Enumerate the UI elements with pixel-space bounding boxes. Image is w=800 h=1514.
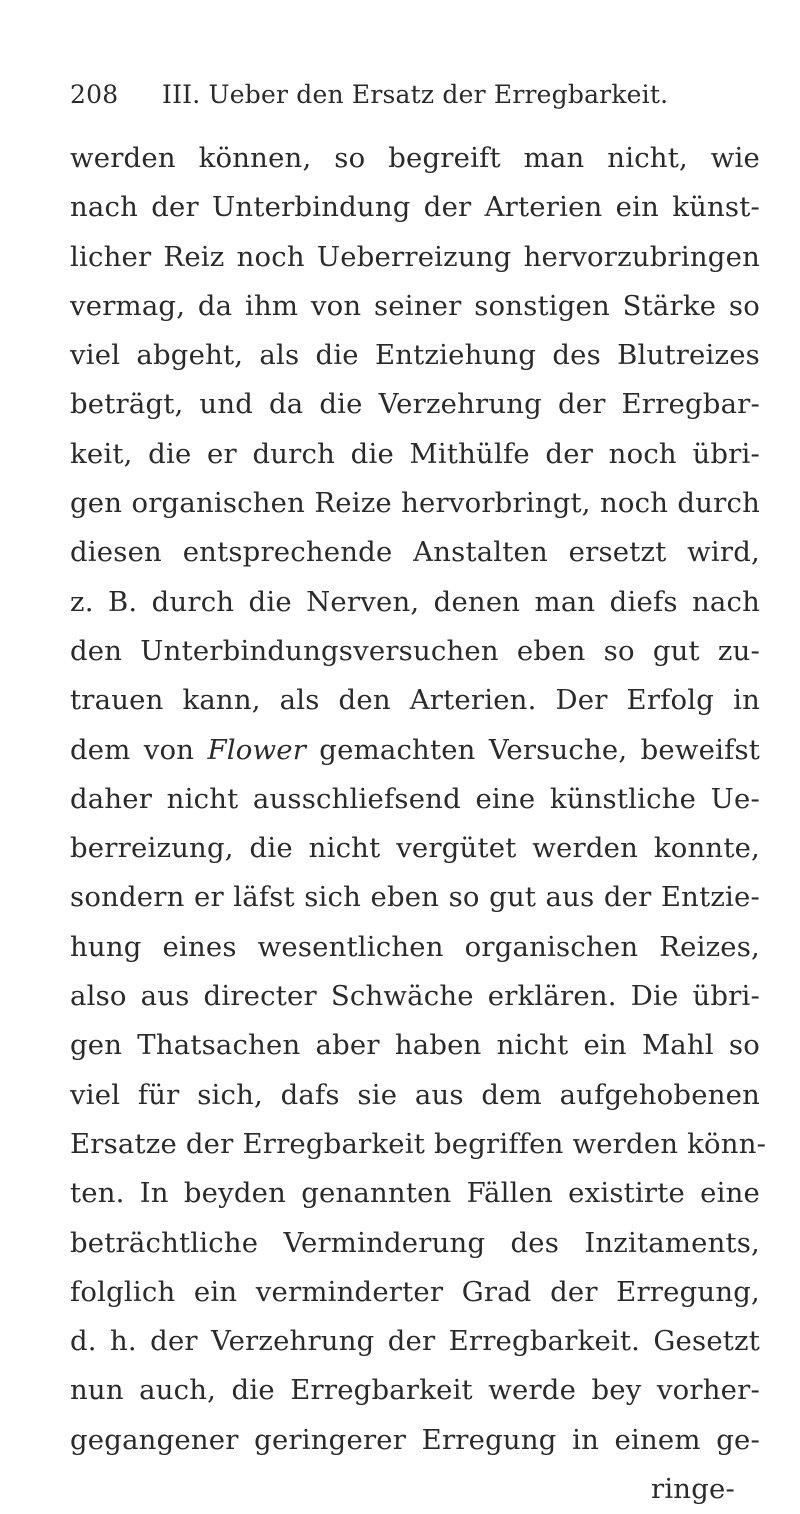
page-number: 208 — [70, 80, 119, 109]
text-line: gen organischen Reize hervorbringt, noch durch — [70, 487, 760, 520]
text-line: gen Thatsachen aber haben nicht ein Mahl so — [70, 1029, 760, 1062]
text-line: viel für sich, dafs sie aus dem aufgehobenen — [70, 1078, 760, 1111]
text-line: beträchtliche Verminderung des Inzitaments, — [70, 1226, 760, 1259]
text-line: Ersatze der Erregbarkeit begriffen werden könn- — [70, 1127, 767, 1160]
text-line: also aus directer Schwäche erklären. Die übri- — [70, 980, 760, 1013]
text-line: nach der Unterbindung der Arterien ein künst- — [70, 191, 760, 224]
text-line: vermag, da ihm von seiner sonstigen Stärke so — [70, 289, 760, 322]
text-line: folglich ein verminderter Grad der Erregung, — [70, 1275, 760, 1308]
running-header — [70, 80, 668, 109]
italic-name-flower: Flower — [207, 733, 307, 766]
text-line: keit, die er durch die Mithülfe der noch übri- — [70, 437, 760, 470]
running-title: III. Ueber den Ersatz der Erregbarkeit. — [162, 80, 669, 109]
text-line-flower — [70, 726, 760, 775]
body-text — [70, 134, 767, 1514]
text-line: nun auch, die Erregbarkeit werde bey vorher- — [70, 1374, 760, 1407]
text-line: d. h. der Verzehrung der Erregbarkeit. Gesetzt — [70, 1325, 760, 1358]
text-line: trauen kann, als den Arterien. Der Erfolg in — [70, 684, 760, 717]
text-line: diesen entsprechende Anstalten ersetzt wird, — [70, 536, 760, 569]
text-line: daher nicht ausschliefsend eine künstliche Ue- — [70, 782, 760, 815]
text-line: werden können, so begreift man nicht, wie — [70, 142, 760, 174]
text-line: hung eines wesentlichen organischen Reizes, — [70, 930, 760, 963]
text-line: berreizung, die nicht vergütet werden konnte, — [70, 832, 760, 865]
catchword: ringe- — [650, 1473, 735, 1506]
text-line: ten. In beyden genannten Fällen existirte eine — [70, 1177, 760, 1210]
text-line: viel abgeht, als die Entziehung des Blutreizes — [70, 339, 760, 372]
text-line: den Unterbindungsversuchen eben so gut zu- — [70, 634, 760, 667]
text-line: beträgt, und da die Verzehrung der Erregbar- — [70, 388, 760, 421]
text-line: gegangener geringerer Erregung in einem ge- — [70, 1423, 760, 1456]
text-segment: gemachten Versuche, beweifst — [306, 733, 761, 766]
text-line: licher Reiz noch Ueberreizung hervorzubringen — [70, 240, 760, 273]
text-line: z. B. durch die Nerven, denen man diefs nach — [70, 585, 760, 618]
text-line: sondern er läfst sich eben so gut aus der Entzie- — [70, 881, 760, 914]
text-segment: dem von — [70, 733, 208, 766]
